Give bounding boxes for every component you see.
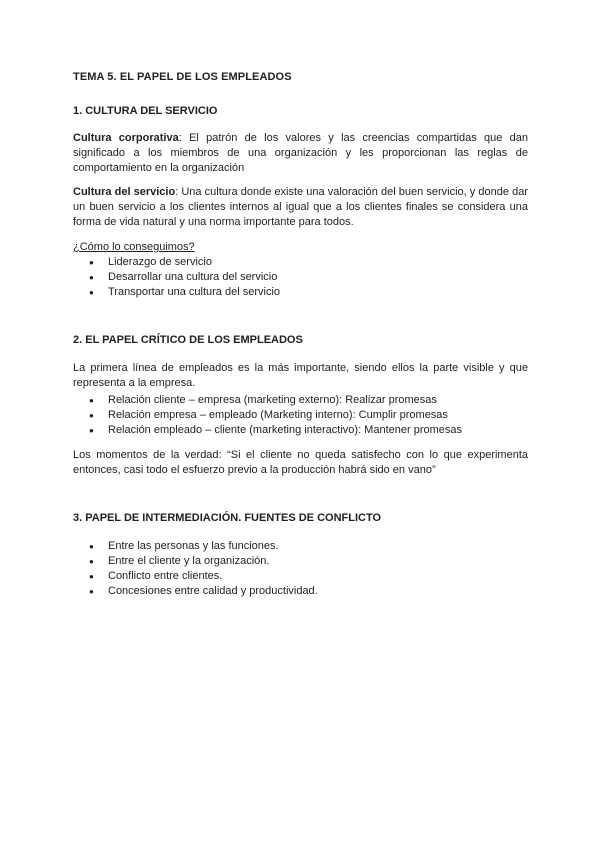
document-page <box>73 70 528 599</box>
how-question: ¿Cómo lo conseguimos? <box>73 241 195 253</box>
section-3-list <box>73 539 528 599</box>
list-item: ● Entre el cliente y la organización. <box>73 554 528 569</box>
section-1-list <box>73 255 528 300</box>
service-culture-term: Cultura del servicio <box>73 186 176 198</box>
document-title: TEMA 5. EL PAPEL DE LOS EMPLEADOS <box>73 71 292 83</box>
section-2-heading: 2. EL PAPEL CRÍTICO DE LOS EMPLEADOS <box>73 334 303 346</box>
list-item: ● Desarrollar una cultura del servicio <box>73 270 528 285</box>
service-culture-paragraph <box>73 185 528 230</box>
list-item: ● Conflicto entre clientes. <box>73 569 528 584</box>
list-item: ● Relación empresa – empleado (Marketing interno): Cumplir promesas <box>73 408 528 423</box>
list-item: ● Relación empleado – cliente (marketing interactivo): Mantener promesas <box>73 423 528 438</box>
list-item: ● Transportar una cultura del servicio <box>73 285 528 300</box>
list-item: ● Liderazgo de servicio <box>73 255 528 270</box>
section-1-heading: 1. CULTURA DEL SERVICIO <box>73 105 218 117</box>
section-3-heading: 3. PAPEL DE INTERMEDIACIÓN. FUENTES DE CONFLICTO <box>73 512 382 524</box>
list-item: ● Entre las personas y las funciones. <box>73 539 528 554</box>
corporate-culture-paragraph <box>73 131 528 176</box>
list-item: ● Concesiones entre calidad y productividad. <box>73 584 528 599</box>
service-culture-definition: : Una cultura donde existe una valoración del buen servicio, y donde dar un buen servicio a los clientes internos al igual que a los clientes finales se considera una forma de vida natural y una norma importante para todos. <box>73 186 528 228</box>
section-2-list <box>73 393 528 438</box>
corporate-culture-definition: : El patrón de los valores y las creencias compartidas que dan significado a los miembros de una organización y les proporcionan las reglas de comportamiento en la organización <box>73 132 529 174</box>
section-2-intro: La primera línea de empleados es la más importante, siendo ellos la parte visible y que representa a la empresa. <box>73 362 528 389</box>
list-item: ● Relación cliente – empresa (marketing externo): Realizar promesas <box>73 393 528 408</box>
corporate-culture-term: Cultura corporativa <box>73 132 179 144</box>
moments-of-truth-paragraph: Los momentos de la verdad: “Si el cliente no queda satisfecho con lo que experimenta entonces, casi todo el esfuerzo previo a la producción habrá sido en vano” <box>73 449 528 476</box>
